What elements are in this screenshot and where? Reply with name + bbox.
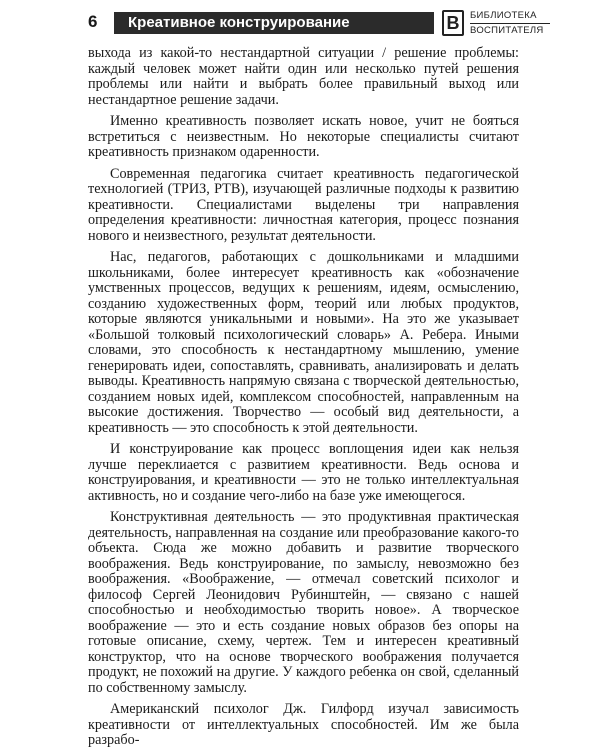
paragraph: выхода из какой-то нестандартной ситуации / решение проблемы: каждый человек может найти один или несколько путей решения проблемы или найти и выбрать более правильный выход или нестандартное решение задачи. [88, 45, 519, 108]
logo-line-1: БИБЛИОТЕКА [470, 10, 537, 21]
logo-letter-icon: В [442, 10, 464, 36]
paragraph: И конструирование как процесс воплощения идеи как нельзя лучше переклиается с развитием креативности. Ведь основа и конструирования, и креативности — это не только интеллектуальная активность, но и создание чего-либо на базе уже имеющегося. [88, 441, 519, 504]
page-header [88, 8, 546, 48]
paragraph: Американский психолог Дж. Гилфорд изучал зависимость креативности от интеллектуальных способностей. Им же была разрабо- [88, 701, 519, 748]
body-text [88, 46, 519, 755]
series-logo [442, 8, 552, 40]
logo-line-2: ВОСПИТАТЕЛЯ [470, 25, 544, 36]
logo-divider [470, 23, 550, 24]
paragraph: Именно креативность позволяет искать новое, учит не бояться встретиться с неизвестным. Но некоторые специалисты считают креативность признаком одаренности. [88, 113, 519, 160]
paragraph: Современная педагогика считает креативность педагогической технологией (ТРИЗ, РТВ), изучающей различные подходы к развитию креативности. Специалистами выделены три направления определения креативности: личностная категория, процесс познания нового и неизвестного, результат деятельности. [88, 165, 519, 244]
page-number: 6 [88, 12, 98, 31]
running-title: Креативное конструирование [114, 12, 434, 34]
paragraph: Конструктивная деятельность — это продуктивная практическая деятельность, направленная на создание или преобразование какого-то объекта. Сюда же можно добавить и развитие творческого воображения. Ведь конструирование, по замыслу, невозможно без воображения. «Воображение, — отмечал советский психолог и философ Сергей Леонидович Рубинштейн, — связано с нашей способностью и необходимостью творить новое». А творческое воображение — это и есть создание новых образов без опоры на готовые описание, схему, чертеж. Тем и интересен креативный конструктор, что на основе творческого воображения получается продукт, не похожий на другие. У каждого ребенка он свой, сделанный по собственному замыслу. [88, 509, 519, 696]
logo-text [470, 10, 550, 37]
paragraph: Нас, педагогов, работающих с дошкольниками и младшими школьниками, более интересует креативность как «обозначение умственных процессов, ведущих к решениям, идеям, осмыслению, созданию художественных форм, теорий или любых продуктов, которые являются уникальными и новыми». На это же указывает «Большой толковый психологический словарь» А. Ребера. Иными словами, это способность к нестандартному мышлению, умение генерировать идеи, сопоставлять, сравнивать, анализировать и делать выводы. Креативность напрямую связана с творческой деятельностью, созданием новых идей, комплексом способностей, направленным на высокие достижения. Творчество — особый вид деятельности, а креативность — это способность к этой деятельности. [88, 249, 519, 436]
